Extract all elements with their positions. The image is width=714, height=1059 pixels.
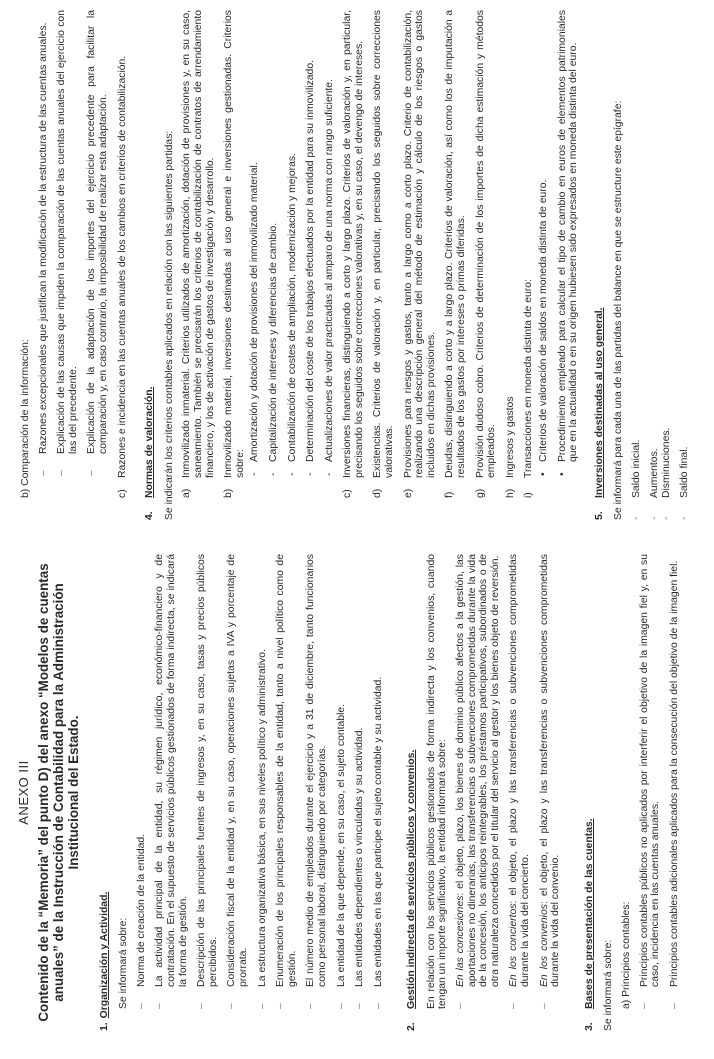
section-3-sub-a-label: a) Principios contables: <box>621 901 632 1009</box>
list-item: – La estructura organizativa básica, en sus niveles político y administrativo. <box>256 649 268 1009</box>
list-item: – Explicación de las causas que impiden la comparación de las cuentas anuales del ejercicio con las del precedente. <box>56 10 79 476</box>
list-item: g) Provisión dudoso cobro. Criterios de determinación de los importes de dicha estimación y métodos empleados. <box>474 10 498 498</box>
section-3-intro: Se informará sobre: <box>603 939 615 1031</box>
section-3-sub-b-list <box>38 10 110 520</box>
list-item: - Determinación del coste de los trabajos efectuados por la entidad para su inmovilizado. <box>305 59 317 476</box>
list-item: – Las entidades en las que participe el sujeto contable y su actividad. <box>372 676 384 1009</box>
list-item: – Norma de creación de la entidad. <box>135 833 147 1009</box>
list-item: – Las entidades dependientes o vinculadas y su actividad. <box>354 727 366 1009</box>
section-4-list <box>181 10 579 520</box>
section-4-b-sublist <box>249 10 335 498</box>
list-item: – En los conciertos: el objeto, el plazo y las transferencias o subvenciones comprometidas durante la vida del concierto. <box>508 553 532 1009</box>
list-item: – Explicación de la adaptación de los importes del ejercicio precedente para facilitar la comparación y, en caso contrario, la imposibilidad de realizar esta adaptación. <box>86 10 109 476</box>
list-item: – Consideración fiscal de la entidad y, en su caso, operaciones sujetas a IVA y porcentaje de prorrata. <box>226 554 249 1009</box>
list-item: – El número medio de empleados durante el ejercicio y a 31 de diciembre, tanto funcionarios como personal laboral, distinguiendo por categorías. <box>305 554 328 1009</box>
list-item: – Enumeración de los principales responsables de la entidad, tanto a nivel político como de gestión. <box>275 554 298 1009</box>
section-2-intro: En relación con los servicios públicos gestionados de forma indirecta y los convenios, cuando tengan un importe significativo, la entidad informará sobre: <box>425 554 449 1009</box>
section-1-heading: 1. Organización y Actividad. <box>98 891 110 1031</box>
section-3-heading: 3. Bases de presentación de las cuentas. <box>583 818 595 1031</box>
list-item: a) Inmovilizado inmaterial. Criterios utilizados de amortización, dotación de provisiones y, en su caso, saneamiento. También se precisarán los criterios de contabilización de contratos de arrendamiento financiero, y los de activación de gastos de investigación y desarrollo. <box>181 10 216 498</box>
left-page <box>0 540 714 1059</box>
list-item: i) Transacciones en moneda distinta de euro: <box>523 279 535 498</box>
list-item: – En los convenios: el objeto, el plazo y las transferencias o subvenciones comprometidas durante la vida del convenio. <box>538 554 562 1009</box>
list-item: - Actualizaciones de valor practicadas al amparo de una norma con rango suficiente. <box>323 79 335 476</box>
annex-heading: ANEXO III <box>16 760 31 825</box>
section-4-i-bullets <box>538 10 580 498</box>
section-5-heading: 5. Inversiones destinadas al uso general. <box>593 307 605 520</box>
list-item: - Contabilización de costes de ampliación, modernización y mejoras. <box>286 153 298 476</box>
list-item: - Amortización y dotación de provisiones del inmovilizado material. <box>249 162 261 476</box>
section-5-intro: Se informará para cada una de las partidas del balance en que se estructure este epígrafe: <box>613 100 625 520</box>
document-title: Contenido de la “Memoria” del punto D) del anexo “Modelos de cuentas anuales” de la Instrucción de Contabilidad para la Administración Institucional del Estado. <box>35 563 81 1022</box>
section-4-heading: 4. Normas de valoración. <box>144 386 156 520</box>
list-item: e) Provisiones para riesgos y gastos, tanto a largo como a corto plazo. Criterio de contabilización, realizando una descripción general del método de estimación y cálculo de los riesgos o gastos incluidos en dichas provisiones. <box>402 10 437 498</box>
section-2-heading: 2. Gestión indirecta de servicios públicos y convenios. <box>406 749 418 1031</box>
list-item: d) Existencias. Criterios de valoración y, en particular, precisando los seguidos sobre correcciones valorativas. <box>372 10 396 498</box>
list-item: c) Inversiones financieras, distinguiendo a corto y largo plazo. Criterios de valoración y, en particular, precisando los seguidos sobre correcciones valorativas y, en su caso, el devengo de intereses. <box>342 10 365 498</box>
section-4-intro: Se indicarán los criterios contables aplicados en relación con las siguientes partidas: <box>163 130 175 520</box>
list-item: • Criterios de valoración de saldos en moneda distinta de euro. <box>538 179 549 476</box>
section-3-sub-a-list <box>639 554 681 1031</box>
list-item: – Principios contables públicos no aplicados por interferir el objetivo de la imagen fiel y, en su caso, incidencia en las cuentas anuales. <box>638 554 662 1009</box>
list-item: • Procedimiento empleado para calcular el tipo de cambio en euros de elementos patrimoniales que en la actualidad o en su origen hubiesen sido expresados en moneda distinta del euro. <box>556 10 580 476</box>
list-item: – Principios contables adicionales aplicados para la consecución del objetivo de la imagen fiel. <box>668 560 680 1009</box>
section-3-sub-c: c) Razones e incidencia en las cuentas anuales de los cambios en criterios de contabilización. <box>116 55 128 498</box>
list-item: – La actividad principal de la entidad, su régimen jurídico, económico-financiero y de contratación. En el supuesto de servicios públicos gestionados de forma indirecta, se indicará la forma de gestión. <box>154 554 189 1009</box>
list-item: - Saldo inicial. <box>630 439 642 520</box>
list-item: – En las concesiones: el objeto, plazo, los bienes de dominio público afectos a la gestión, las aportaciones no dinerarias, las transferencias o subvenciones comprometidas durante la vida de la concesión, los anticipos reintegrables, los préstamos participativos, subordinados o de otra naturaleza concedidos por el titular del servicio al gestor y los bienes objeto de reversión. <box>455 553 501 1009</box>
section-2-list <box>455 554 562 1031</box>
list-item: - Disminuciones. <box>661 427 673 520</box>
list-item: b) Inmovilizado material, inversiones destinadas al uso general e inversiones gestionadas. Criterios sobre: <box>223 10 246 498</box>
section-3-sub-b-label: b) Comparación de la información: <box>20 339 31 498</box>
section-1-list <box>136 554 385 1031</box>
list-item: - Aumentos. <box>648 448 660 520</box>
list-item: – La entidad de la que depende, en su caso, el sujeto contable. <box>335 703 347 1009</box>
section-5-list <box>631 10 690 520</box>
list-item: - Saldo final. <box>678 446 690 520</box>
list-item: – Razones excepcionales que justifican la modificación de la estructura de las cuentas anuales. <box>37 22 49 476</box>
section-1-intro: Se informará sobre: <box>118 917 130 1009</box>
list-item: h) Ingresos y gastos <box>504 396 516 498</box>
list-item: – Descripción de las principales fuentes de ingresos y, en su caso, tasas y precios públicos percibidos. <box>196 554 219 1009</box>
list-item: f) Deudas, distinguiendo a corto y a largo plazo. Criterios de valoración, así como los de imputación a resultados de los gastos por intereses o primas diferidas. <box>444 10 468 498</box>
list-item: - Capitalización de intereses y diferencias de cambio. <box>267 222 279 476</box>
